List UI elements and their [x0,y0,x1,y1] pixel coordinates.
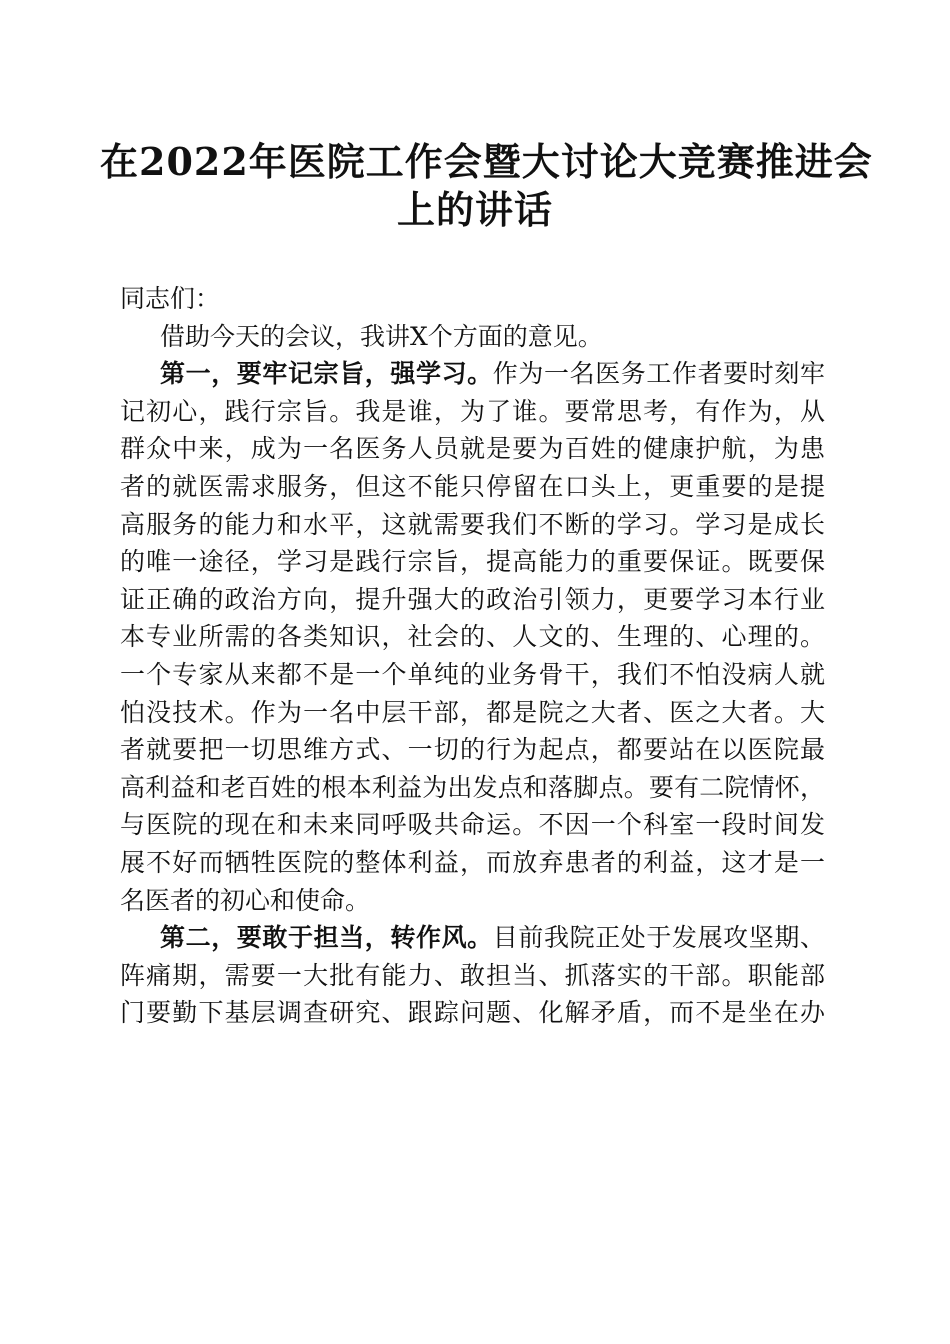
section1-last-line: 名医者的初心和使命。 [120,885,371,915]
title-line-2: 上的讲话 [396,187,553,232]
document-title [100,138,873,234]
section1-line: 证正确的政治方向，提升强大的政治引领力，更要学习本行业 [120,584,825,614]
document-body [120,280,825,1032]
section2-line: 目前我院正处于发展攻坚期、 [492,923,825,953]
intro-paragraph: 借助今天的会议，我讲X个方面的意见。 [160,321,603,351]
section1-heading: 第一，要牢记宗旨，强学习。 [160,359,493,389]
section1-line: 记初心，践行宗旨。我是谁，为了谁。要常思考，有作为，从 [120,396,825,426]
title-line-1: 在2022年医院工作会暨大讨论大竞赛推进会 [100,139,873,184]
section1-line: 的唯一途径，学习是践行宗旨，提高能力的重要保证。既要保 [120,547,825,577]
salutation: 同志们： [120,284,221,313]
section1-line: 者的就医需求服务，但这不能只停留在口头上，更重要的是提 [120,471,825,501]
section1-line: 群众中来，成为一名医务人员就是要为百姓的健康护航，为患 [120,434,825,464]
section1-first-line [120,355,825,393]
section2-first-line [120,919,825,957]
section1-line: 一个专家从来都不是一个单纯的业务骨干，我们不怕没病人就 [120,659,825,689]
section1-line: 展不好而牺牲医院的整体利益，而放弃患者的利益，这才是一 [120,847,825,877]
section1-line: 怕没技术。作为一名中层干部，都是院之大者、医之大者。大 [120,697,825,727]
section1-line: 本专业所需的各类知识，社会的、人文的、生理的、心理的。 [120,622,825,652]
section1-line: 与医院的现在和未来同呼吸共命运。不因一个科室一段时间发 [120,810,825,840]
section1-line: 高利益和老百姓的根本利益为出发点和落脚点。要有二院情怀， [120,772,825,802]
section2-line: 门要勤下基层调查研究、跟踪问题、化解矛盾，而不是坐在办 [120,998,825,1028]
section2-heading: 第二，要敢于担当，转作风。 [160,923,493,953]
section2-line: 阵痛期，需要一大批有能力、敢担当、抓落实的干部。职能部 [120,960,825,990]
section1-line: 者就要把一切思维方式、一切的行为起点，都要站在以医院最 [120,735,825,765]
section1-line: 高服务的能力和水平，这就需要我们不断的学习。学习是成长 [120,509,825,539]
section1-line: 作为一名医务工作者要时刻牢 [492,359,825,389]
